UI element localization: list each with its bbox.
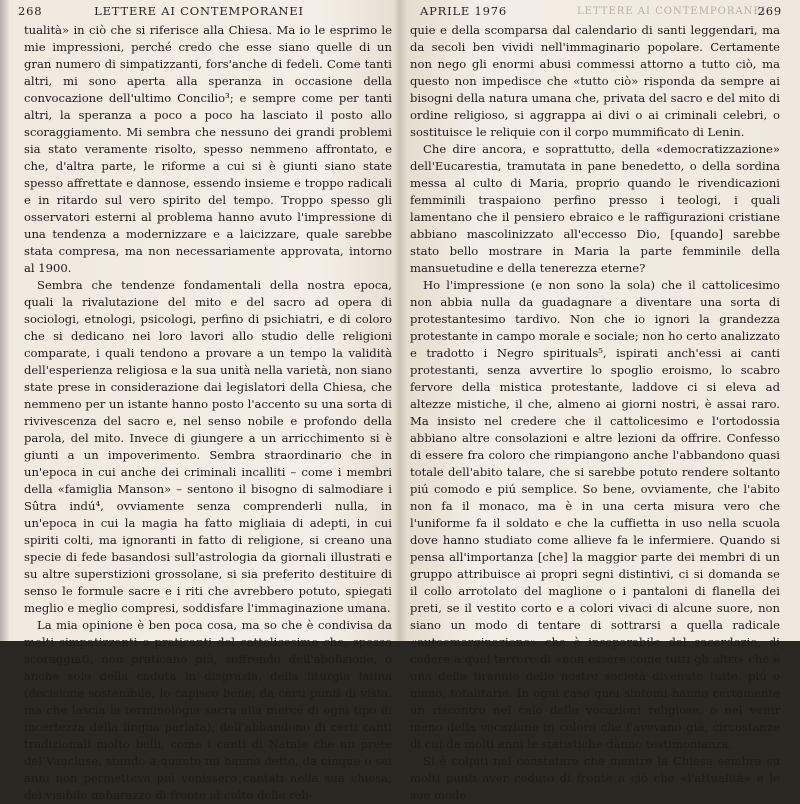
left-page bbox=[0, 0, 398, 802]
paragraph: Che dire ancora, e soprattutto, della «democratizzazione» dell'Eucarestia, tramutata in pane benedetto, o della sordina messa al culto di Maria, proprio quando le rivendicazioni femminili traspaiono perfino presso i teologi, i quali lamentano che il pensiero ebraico e le raffigurazioni cristiane abbiano mascolinizzato all'eccesso Dio, [quando] sarebbe stato bello mostrare in Maria la parte femminile della mansuetudine e della tenerezza eterne? bbox=[410, 142, 780, 275]
paragraph: tualità» in ciò che si riferisce alla Chiesa. Ma io le esprimo le mie impressioni, perché credo che esse siano quelle di un gran numero di simpatizzanti, fors'anche di fedeli. Come tanti altri, mi sono aperta alla speranza in occasione della convocazione dell'ultimo Concilio³; e sempre come per tanti altri, la speranza a poco a poco ha lasciato il posto allo scoraggiamento. Mi sembra che nessuno dei grandi problemi sia stato veramente risolto, spesso nemmeno affrontato, e che, d'altra parte, le riforme a cui si è giunti siano state spesso affrettate e dannose, essendo insieme e troppo radicali e in ritardo sul vero spirito del tempo. Troppo spesso gli osservatori esterni al problema hanno avuto l'impressione di una tendenza a modernizzare e a laicizzare, quale sarebbe stata compresa, ma non necessariamente approvata, intorno al 1900. bbox=[24, 23, 392, 275]
page-number-left: 268 bbox=[18, 4, 43, 18]
paragraph: Si è colpiti nel constatare che mentre la Chiesa sembra su molti punti aver ceduto di fronte a ciò che «l'attualità» e le sue mode bbox=[410, 754, 780, 802]
bleed-through-text: LETTERE AI CONTEMPORANEI bbox=[577, 6, 767, 17]
right-page bbox=[402, 0, 800, 802]
right-page-text bbox=[410, 22, 780, 802]
paragraph: Ho l'impressione (e non sono la sola) che il cattolicesimo non abbia nulla da guadagnare a diventare una sorta di protestantesimo tardivo. Non che io ignori la grandezza protestante in campo morale e sociale; non ho certo analizzato e tradotto i Negro spirituals⁵, ispirati anch'essi ai canti protestanti, senza avvertire lo spoglio eroismo, lo scabro fervore della mistica protestante, laddove ci si eleva ad altezze mistiche, il che, almeno ai giorni nostri, è assai raro. Ma insisto nel credere che il cattolicesimo e l'ortodossia abbiano altre consolazioni e altre lezioni da offrire. Confesso di essere fra coloro che rimpiangono anche l'abbandono quasi totale dell'abito talare, che si sarebbe potuto rendere soltanto piú comodo e piú semplice. So bene, ovviamente, che l'abito non fa il monaco, ma è in una certa misura vero che l'uniforme fa il soldato e che la cuffietta in uso nella scuola dove hanno studiato come allieve fa le infermiere. Quando si pensa all'importanza [che] la maggior parte dei membri di un gruppo attribuisce ai propri segni distintivi, ci si domanda se il collo arrotolato del maglione o i pantaloni di flanella dei preti, se il vestito corto e a colori vivaci di alcune suore, non siano un modo di tentare di sottrarsi a quella radicale «autoemarginazione» che è inseparabile dal sacerdozio, di cedere a quel terrore di «non essere come tutti gli altri» che è una delle tirannie delle nostre società divenute tutte, piú o meno, totalitarie. In ogni caso quei sintomi hanno certamente un riscontro nel calo delle vocazioni religiose, o nel venir meno della vocazione in coloro che l'avevano già, circostanze di cui da molti anni le statistiche dànno testimonianza. bbox=[410, 278, 780, 751]
running-title-left: LETTERE AI CONTEMPORANEI bbox=[94, 4, 304, 18]
running-title-right: APRILE 1976 bbox=[420, 4, 507, 18]
paragraph: La mia opinione è ben poca cosa, ma so che è condivisa da molti simpatizzanti o praticanti del cattolicesimo che, spesso scoraggiati, non praticano piú, soffrendo dell'abolizione, o anche solo della caduta in disgrazia, della liturgia latina (decisione sostenibile, lo capisco bene, da certi punti di vista, ma che lascia la terminologia sacra alla mercé di ogni tipo di incertezza della lingua parlata); dell'abbandono di certi canti tradizionali molto belli, come i canti di Natale che un prete del Vaucluse, stando a quanto mi hanno detto, da cinque o sei anni non permetteva piú venissero cantati nella sua chiesa; del visibile imbarazzo di fronte al culto delle reli- bbox=[24, 618, 392, 802]
paragraph: Sembra che tendenze fondamentali della nostra epoca, quali la rivalutazione del mito e del sacro ad opera di sociologi, etnologi, psicologi, perfino di psichiatri, e di coloro che si dedicano nei loro lavori allo studio delle religioni comparate, i quali tendono a provare a un tempo la validità dell'esperienza religiosa e la sua unità nella varietà, non siano state prese in considerazione dai legislatori della Chiesa, che nemmeno per un istante hanno posto l'accento su una sorta di rivivescenza del sacro e, nel senso nobile e profondo della parola, del mito. Invece di giungere a un arricchimento si è giunti a un impoverimento. Sembra straordinario che in un'epoca in cui anche dei criminali incalliti – come i membri della «famiglia Manson» – sentono il bisogno di salmodiare i Sûtra indú⁴, ovviamente senza comprenderli nulla, in un'epoca in cui la magia ha fatto migliaia di adepti, in cui spiriti colti, ma ignoranti in fatto di religione, si creano una specie di fede basandosi sull'astrologia da giornali illustrati e su altre superstizioni grossolane, si sia preferito destituire di senso le formule sacre e i riti che avrebbero potuto, spiegati meglio e meglio compresi, soddisfare l'immaginazione umana. bbox=[24, 278, 392, 615]
paragraph: quie e della scomparsa dal calendario di santi leggendari, ma da secoli ben vividi nell'immaginario popolare. Certamente non nego gli enormi abusi commessi attorno a tutto ciò, ma questo non impedisce che «tutto ciò» risponda da sempre ai bisogni della natura umana che, privata del sacro e del mito di ordine religioso, si aggrappa ai divi o ai criminali celebri, o sostituisce le reliquie con il corpo mummificato di Lenin. bbox=[410, 23, 780, 139]
left-running-head bbox=[18, 4, 380, 20]
left-page-text bbox=[24, 22, 392, 802]
right-running-head bbox=[420, 4, 782, 20]
page-number-right: 269 bbox=[757, 4, 782, 18]
left-edge-shadow bbox=[0, 0, 10, 641]
